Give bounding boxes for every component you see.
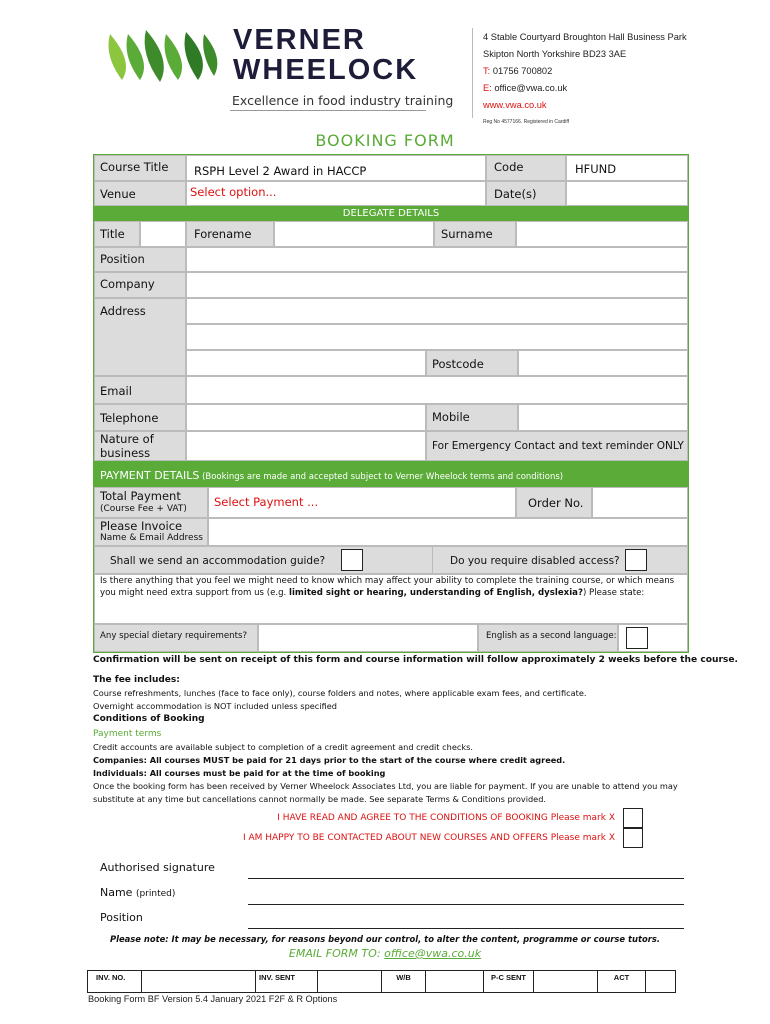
dates-label: Date(s): [494, 187, 537, 201]
title-label: Title: [100, 227, 125, 241]
logo: [100, 24, 225, 86]
total-payment-label: Total Payment: [100, 489, 181, 503]
act-label: ACT: [598, 971, 646, 993]
address-field-line3[interactable]: [186, 350, 426, 376]
position-label: Position: [100, 252, 145, 266]
confirmation-text: Confirmation will be sent on receipt of this form and course information will follow approximately 2 weeks before the course.: [93, 655, 738, 665]
address-field-line1[interactable]: [186, 298, 688, 324]
course-title-label: Course Title: [100, 160, 169, 174]
telephone-field[interactable]: [186, 404, 426, 431]
position-field[interactable]: [186, 247, 688, 272]
act-field[interactable]: [646, 971, 676, 993]
fee-heading: The fee includes:: [93, 675, 180, 685]
address-label: Address: [100, 304, 146, 318]
contact-consent-text: I AM HAPPY TO BE CONTACTED ABOUT NEW COURSES AND OFFERS Please mark X: [242, 833, 615, 843]
venue-label: Venue: [100, 187, 136, 201]
dates-field[interactable]: [566, 181, 688, 206]
wb-field[interactable]: [426, 971, 484, 993]
authorised-signature-label: Authorised signature: [100, 861, 215, 874]
dietary-question: Any special dietary requirements?: [100, 631, 248, 641]
dietary-field[interactable]: [258, 624, 478, 652]
course-title-value: RSPH Level 2 Award in HACCP: [194, 164, 367, 178]
pc-sent-field[interactable]: [534, 971, 598, 993]
support-question-line2: you might need extra support from us (e.g. limited sight or hearing, understanding of English, dyslexia?) Please state:: [100, 588, 645, 598]
nature-label-line2: business: [100, 446, 151, 460]
name-line[interactable]: [248, 904, 684, 905]
inv-sent-label: INV. SENT: [256, 971, 318, 993]
total-payment-sub: (Course Fee + VAT): [100, 504, 187, 514]
agree-conditions-checkbox[interactable]: [623, 808, 643, 828]
postcode-label: Postcode: [432, 357, 484, 371]
conditions-heading: Conditions of Booking: [93, 714, 205, 724]
conditions-line4: Once the booking form has been received by Verner Wheelock Associates Ltd, you are liable for payment. If you are unable to attend you may: [93, 781, 678, 791]
email-label: Email: [100, 384, 132, 398]
inv-no-field[interactable]: [142, 971, 256, 993]
payment-terms-heading: Payment terms: [93, 729, 162, 739]
forename-field[interactable]: [274, 221, 434, 247]
fee-line1: Course refreshments, lunches (face to face only), course folders and notes, where applicable exam fees, and certificate.: [93, 688, 587, 698]
fee-line2: Overnight accommodation is NOT included unless specified: [93, 701, 337, 711]
tagline: Excellence in food industry training: [232, 93, 454, 108]
brand-name-line2: WHEELOCK: [233, 54, 419, 86]
office-use-table: [87, 970, 676, 993]
code-label: Code: [494, 160, 524, 174]
surname-label: Surname: [441, 227, 493, 241]
inv-no-label: INV. NO.: [88, 971, 142, 993]
accommodation-checkbox[interactable]: [341, 549, 363, 571]
nature-label-line1: Nature of: [100, 432, 154, 446]
esl-question: English as a second language:: [486, 631, 617, 641]
phone: T: 01756 700802: [483, 66, 553, 76]
nature-of-business-field[interactable]: [186, 431, 426, 461]
please-invoice-sub: Name & Email Address: [100, 533, 203, 543]
address-field-line2[interactable]: [186, 324, 688, 350]
order-no-label: Order No.: [528, 496, 584, 510]
telephone-label: Telephone: [100, 411, 159, 425]
pc-sent-label: P-C SENT: [484, 971, 534, 993]
brand-name-line1: VERNER: [233, 24, 366, 56]
header-divider: [472, 28, 473, 118]
title-field[interactable]: [140, 221, 186, 247]
conditions-line2: Companies: All courses MUST be paid for 21 days prior to the start of the course where credit agreed.: [93, 755, 566, 765]
email-form-address[interactable]: office@vwa.co.uk: [384, 947, 482, 960]
emergency-note: For Emergency Contact and text reminder ONLY: [432, 440, 684, 452]
postcode-field[interactable]: [518, 350, 688, 376]
please-invoice-label: Please Invoice: [100, 519, 183, 533]
authorised-signature-line[interactable]: [248, 878, 684, 879]
footer-version: Booking Form BF Version 5.4 January 2021 F2F & R Options: [88, 994, 338, 1004]
address-line1: 4 Stable Courtyard Broughton Hall Business Park: [483, 32, 687, 42]
please-note: Please note: It may be necessary, for reasons beyond our control, to alter the content, programme or course tutors.: [109, 934, 661, 944]
wb-label: W/B: [382, 971, 426, 993]
esl-checkbox[interactable]: [626, 627, 648, 649]
forename-label: Forename: [194, 227, 252, 241]
conditions-line5: substitute at any time but cancellations cannot normally be made. See separate Terms & Conditions provided.: [93, 794, 547, 804]
tagline-underline: [230, 110, 426, 111]
surname-field[interactable]: [516, 221, 688, 247]
email[interactable]: E: office@vwa.co.uk: [483, 83, 568, 93]
position-signature-label: Position: [100, 911, 143, 924]
email-field[interactable]: [186, 376, 688, 404]
payment-details-header: PAYMENT DETAILS (Bookings are made and accepted subject to Verner Wheelock terms and conditions): [94, 461, 688, 487]
form-title: BOOKING FORM: [315, 131, 455, 150]
company-label: Company: [100, 277, 155, 291]
invoice-field[interactable]: [208, 518, 688, 546]
accommodation-question: Shall we send an accommodation guide?: [110, 555, 326, 567]
agree-conditions-text: I HAVE READ AND AGREE TO THE CONDITIONS OF BOOKING Please mark X: [277, 813, 615, 823]
email-form-to: EMAIL FORM TO: office@vwa.co.uk: [288, 947, 482, 960]
venue-value: Select option...: [190, 185, 277, 199]
address-line2: Skipton North Yorkshire BD23 3AE: [483, 49, 627, 59]
support-question-line1: Is there anything that you feel we might need to know which may affect your ability to complete the training course, or which means: [100, 576, 675, 586]
registration: Reg No 4577166. Registered in Cardiff: [483, 119, 570, 125]
code-value: HFUND: [575, 162, 617, 176]
conditions-line3: Individuals: All courses must be paid for at the time of booking: [93, 768, 386, 778]
inv-sent-field[interactable]: [318, 971, 382, 993]
mobile-label: Mobile: [432, 410, 470, 424]
name-label: Name (printed): [100, 886, 176, 899]
company-field[interactable]: [186, 272, 688, 298]
disabled-access-checkbox[interactable]: [625, 549, 647, 571]
total-payment-value: Select Payment ...: [214, 495, 319, 509]
disabled-access-question: Do you require disabled access?: [450, 555, 620, 567]
contact-consent-checkbox[interactable]: [623, 828, 643, 848]
mobile-field[interactable]: [518, 404, 688, 431]
website[interactable]: www.vwa.co.uk: [483, 100, 547, 110]
order-no-field[interactable]: [592, 487, 688, 518]
delegate-details-header: DELEGATE DETAILS: [94, 206, 688, 221]
conditions-line1: Credit accounts are available subject to completion of a credit agreement and credit checks.: [93, 742, 473, 752]
position-signature-line[interactable]: [248, 928, 684, 929]
